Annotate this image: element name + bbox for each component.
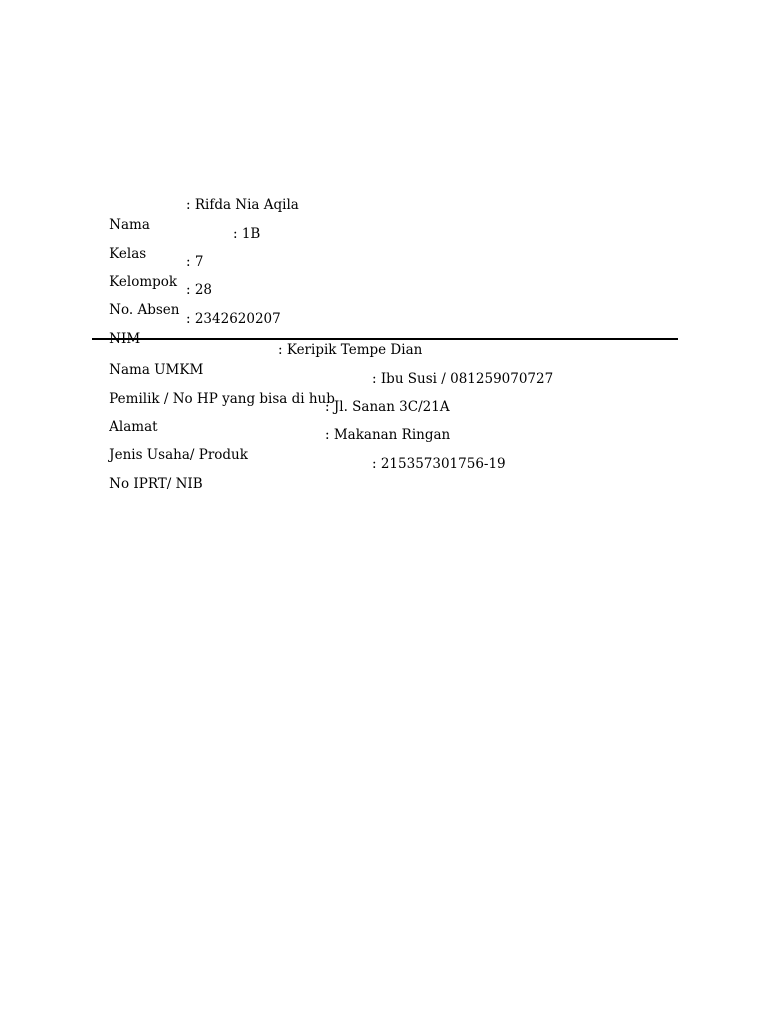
student-nama-row	[92, 195, 299, 233]
student-kelompok-row	[92, 252, 204, 290]
umkm-pemilik-label: Pemilik / No HP yang bisa di hub	[109, 391, 335, 407]
umkm-alamat-label: Alamat	[109, 419, 158, 435]
umkm-iprt-label: No IPRT/ NIB	[109, 476, 203, 492]
umkm-nama-value: : Keripik Tempe Dian	[278, 342, 423, 358]
student-nama-label: Nama	[109, 217, 150, 233]
umkm-jenis-row	[92, 425, 451, 463]
student-absen-row	[92, 280, 213, 318]
umkm-jenis-value: : Makanan Ringan	[325, 427, 451, 443]
student-absen-value: : 28	[186, 282, 213, 298]
student-kelas-row	[92, 224, 261, 262]
student-kelompok-value: : 7	[186, 254, 204, 270]
umkm-nama-row	[92, 340, 423, 378]
student-absen-label: No. Absen	[109, 302, 180, 318]
umkm-alamat-value: : Jl. Sanan 3C/21A	[325, 399, 450, 415]
student-nim-label: NIM	[109, 331, 141, 347]
umkm-jenis-label: Jenis Usaha/ Produk	[109, 447, 248, 463]
umkm-pemilik-value: : Ibu Susi / 081259070727	[372, 371, 554, 387]
student-nama-value: : Rifda Nia Aqila	[186, 197, 299, 213]
student-kelompok-label: Kelompok	[109, 274, 178, 290]
umkm-iprt-value: : 215357301756-19	[372, 456, 506, 472]
student-nim-value: : 2342620207	[186, 311, 281, 327]
student-kelas-value: : 1B	[233, 226, 261, 242]
student-kelas-label: Kelas	[109, 246, 147, 262]
umkm-nama-label: Nama UMKM	[109, 362, 204, 378]
